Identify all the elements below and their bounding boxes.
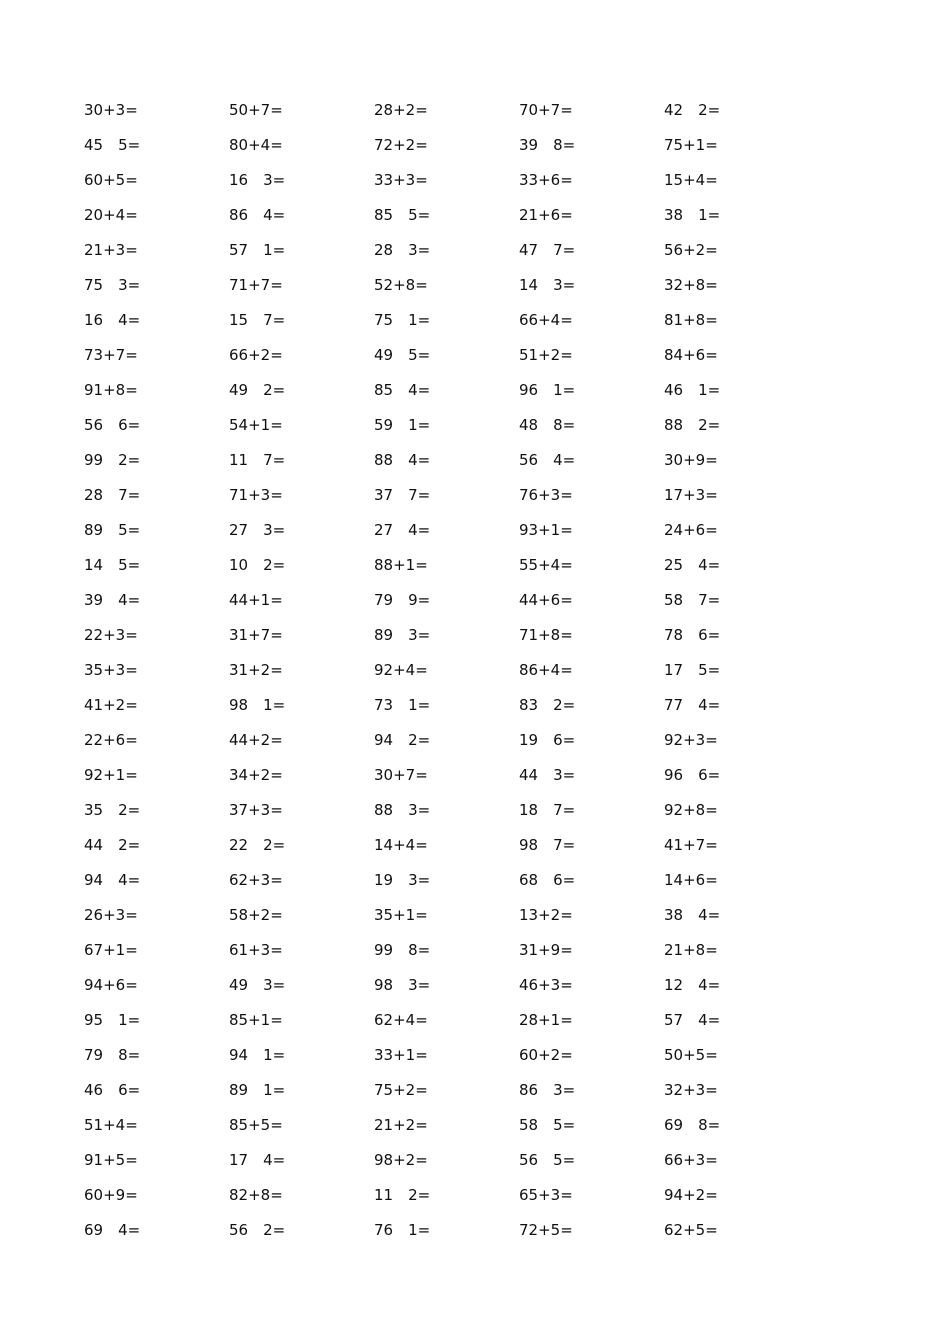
worksheet-row <box>84 127 824 162</box>
math-problem: 44 2= <box>84 835 141 854</box>
math-problem: 89 3= <box>374 625 431 644</box>
math-problem: 28+1= <box>519 1010 573 1029</box>
worksheet-row <box>84 757 824 792</box>
math-problem: 62+3= <box>229 870 283 889</box>
math-problem: 94 1= <box>229 1045 286 1064</box>
math-problem: 16 3= <box>229 170 286 189</box>
math-problem: 91+5= <box>84 1150 138 1169</box>
math-problem: 34+2= <box>229 765 283 784</box>
math-problem: 39 8= <box>519 135 576 154</box>
worksheet-row <box>84 1212 824 1247</box>
worksheet-row <box>84 862 824 897</box>
math-problem: 38 1= <box>664 205 721 224</box>
math-problem: 19 3= <box>374 870 431 889</box>
math-problem: 93+1= <box>519 520 573 539</box>
math-problem: 22 2= <box>229 835 286 854</box>
worksheet-row <box>84 232 824 267</box>
math-problem: 56 2= <box>229 1220 286 1239</box>
math-problem: 80+4= <box>229 135 283 154</box>
math-problem: 88+1= <box>374 555 428 574</box>
math-problem: 47 7= <box>519 240 576 259</box>
math-problem: 33+3= <box>374 170 428 189</box>
math-problem: 79 9= <box>374 590 431 609</box>
math-problem: 21+8= <box>664 940 718 959</box>
math-problem: 21+2= <box>374 1115 428 1134</box>
math-problem: 46 6= <box>84 1080 141 1099</box>
math-problem: 27 3= <box>229 520 286 539</box>
math-problem: 88 2= <box>664 415 721 434</box>
math-problem: 77 4= <box>664 695 721 714</box>
math-problem: 60+2= <box>519 1045 573 1064</box>
worksheet-row <box>84 687 824 722</box>
math-problem: 15 7= <box>229 310 286 329</box>
worksheet-row <box>84 442 824 477</box>
worksheet-row <box>84 1002 824 1037</box>
math-problem: 30+3= <box>84 100 138 119</box>
math-problem: 28+2= <box>374 100 428 119</box>
math-problem: 31+9= <box>519 940 573 959</box>
math-problem: 17+3= <box>664 485 718 504</box>
math-problem: 86 4= <box>229 205 286 224</box>
worksheet-row <box>84 267 824 302</box>
math-problem: 88 4= <box>374 450 431 469</box>
math-problem: 10 2= <box>229 555 286 574</box>
math-problem: 66+4= <box>519 310 573 329</box>
math-problem: 33+1= <box>374 1045 428 1064</box>
math-problem: 27 4= <box>374 520 431 539</box>
math-problem: 16 4= <box>84 310 141 329</box>
math-problem: 46 1= <box>664 380 721 399</box>
math-problem: 85+1= <box>229 1010 283 1029</box>
math-problem: 65+3= <box>519 1185 573 1204</box>
math-problem: 38 4= <box>664 905 721 924</box>
math-problem: 85 5= <box>374 205 431 224</box>
math-problem: 73 1= <box>374 695 431 714</box>
math-problem: 42 2= <box>664 100 721 119</box>
math-problem: 83 2= <box>519 695 576 714</box>
math-problem: 58 7= <box>664 590 721 609</box>
math-problem: 31+7= <box>229 625 283 644</box>
math-problem: 59 1= <box>374 415 431 434</box>
math-problem: 48 8= <box>519 415 576 434</box>
worksheet-row <box>84 722 824 757</box>
worksheet-row <box>84 547 824 582</box>
math-problem: 18 7= <box>519 800 576 819</box>
worksheet-row <box>84 1037 824 1072</box>
math-problem: 98+2= <box>374 1150 428 1169</box>
math-problem: 71+3= <box>229 485 283 504</box>
math-problem: 35+3= <box>84 660 138 679</box>
math-problem: 49 2= <box>229 380 286 399</box>
worksheet-row <box>84 302 824 337</box>
math-problem: 86+4= <box>519 660 573 679</box>
math-problem: 25 4= <box>664 555 721 574</box>
math-problem: 33+6= <box>519 170 573 189</box>
math-problem: 73+7= <box>84 345 138 364</box>
math-problem: 94 4= <box>84 870 141 889</box>
math-problem: 75 1= <box>374 310 431 329</box>
math-problem: 72+2= <box>374 135 428 154</box>
math-problem: 44+2= <box>229 730 283 749</box>
worksheet-row <box>84 967 824 1002</box>
math-problem: 62+4= <box>374 1010 428 1029</box>
math-problem: 67+1= <box>84 940 138 959</box>
worksheet-row <box>84 337 824 372</box>
math-problem: 92+3= <box>664 730 718 749</box>
worksheet-row <box>84 512 824 547</box>
worksheet-row <box>84 407 824 442</box>
math-problem: 96 6= <box>664 765 721 784</box>
math-problem: 12 4= <box>664 975 721 994</box>
math-problem: 94+6= <box>84 975 138 994</box>
math-problem: 68 6= <box>519 870 576 889</box>
math-problem: 14 5= <box>84 555 141 574</box>
math-problem: 94 2= <box>374 730 431 749</box>
worksheet-row <box>84 162 824 197</box>
math-problem: 60+5= <box>84 170 138 189</box>
math-problem: 32+8= <box>664 275 718 294</box>
math-problem: 57 1= <box>229 240 286 259</box>
math-problem: 58 5= <box>519 1115 576 1134</box>
math-problem: 46+3= <box>519 975 573 994</box>
math-problem: 98 3= <box>374 975 431 994</box>
math-problem: 96 1= <box>519 380 576 399</box>
worksheet-row <box>84 792 824 827</box>
math-problem: 51+4= <box>84 1115 138 1134</box>
math-problem: 30+7= <box>374 765 428 784</box>
math-problem: 85 4= <box>374 380 431 399</box>
math-problem: 66+3= <box>664 1150 718 1169</box>
worksheet-row <box>84 1142 824 1177</box>
math-problem: 55+4= <box>519 555 573 574</box>
math-problem: 58+2= <box>229 905 283 924</box>
math-problem: 92+1= <box>84 765 138 784</box>
math-problem: 72+5= <box>519 1220 573 1239</box>
math-problem: 32+3= <box>664 1080 718 1099</box>
math-problem: 61+3= <box>229 940 283 959</box>
worksheet-row <box>84 582 824 617</box>
math-problem: 66+2= <box>229 345 283 364</box>
math-problem: 51+2= <box>519 345 573 364</box>
math-problem: 21+6= <box>519 205 573 224</box>
math-problem: 70+7= <box>519 100 573 119</box>
math-problem: 22+3= <box>84 625 138 644</box>
math-problem: 60+9= <box>84 1185 138 1204</box>
worksheet-row <box>84 477 824 512</box>
math-problem: 41+2= <box>84 695 138 714</box>
math-problem: 69 4= <box>84 1220 141 1239</box>
math-problem: 56 6= <box>84 415 141 434</box>
math-problem: 57 4= <box>664 1010 721 1029</box>
math-problem: 35 2= <box>84 800 141 819</box>
math-problem: 50+7= <box>229 100 283 119</box>
math-problem: 71+8= <box>519 625 573 644</box>
math-problem: 88 3= <box>374 800 431 819</box>
math-problem: 49 3= <box>229 975 286 994</box>
math-problem: 19 6= <box>519 730 576 749</box>
worksheet-row <box>84 1177 824 1212</box>
worksheet-row <box>84 932 824 967</box>
math-problem: 56 4= <box>519 450 576 469</box>
math-problem: 50+5= <box>664 1045 718 1064</box>
math-problem: 95 1= <box>84 1010 141 1029</box>
math-problem: 24+6= <box>664 520 718 539</box>
math-problem: 54+1= <box>229 415 283 434</box>
math-problem: 92+8= <box>664 800 718 819</box>
math-problem: 13+2= <box>519 905 573 924</box>
math-problem: 98 7= <box>519 835 576 854</box>
math-problem: 26+3= <box>84 905 138 924</box>
math-problem: 21+3= <box>84 240 138 259</box>
math-problem: 98 1= <box>229 695 286 714</box>
math-problem: 75+1= <box>664 135 718 154</box>
math-problem: 17 5= <box>664 660 721 679</box>
math-problem: 14+4= <box>374 835 428 854</box>
math-problem: 75+2= <box>374 1080 428 1099</box>
math-problem: 86 3= <box>519 1080 576 1099</box>
math-problem: 39 4= <box>84 590 141 609</box>
math-problem: 91+8= <box>84 380 138 399</box>
math-problem: 45 5= <box>84 135 141 154</box>
math-problem: 94+2= <box>664 1185 718 1204</box>
math-problem: 44+1= <box>229 590 283 609</box>
math-problem: 92+4= <box>374 660 428 679</box>
math-problem: 11 2= <box>374 1185 431 1204</box>
math-problem: 31+2= <box>229 660 283 679</box>
worksheet-row <box>84 1107 824 1142</box>
math-problem: 56 5= <box>519 1150 576 1169</box>
math-problem: 89 1= <box>229 1080 286 1099</box>
worksheet-row <box>84 897 824 932</box>
math-problem: 14+6= <box>664 870 718 889</box>
worksheet-row <box>84 1072 824 1107</box>
math-problem: 85+5= <box>229 1115 283 1134</box>
math-problem: 37 7= <box>374 485 431 504</box>
math-problem: 71+7= <box>229 275 283 294</box>
math-problem: 89 5= <box>84 520 141 539</box>
math-problem: 15+4= <box>664 170 718 189</box>
math-problem: 56+2= <box>664 240 718 259</box>
math-problem: 20+4= <box>84 205 138 224</box>
math-problem: 82+8= <box>229 1185 283 1204</box>
math-problem: 11 7= <box>229 450 286 469</box>
math-problem: 99 8= <box>374 940 431 959</box>
math-problem: 22+6= <box>84 730 138 749</box>
worksheet-row <box>84 92 824 127</box>
math-problem: 99 2= <box>84 450 141 469</box>
math-problem: 28 7= <box>84 485 141 504</box>
math-problem: 76+3= <box>519 485 573 504</box>
math-problem: 84+6= <box>664 345 718 364</box>
worksheet-row <box>84 827 824 862</box>
worksheet-row <box>84 197 824 232</box>
math-problem: 76 1= <box>374 1220 431 1239</box>
worksheet-row <box>84 652 824 687</box>
math-problem: 14 3= <box>519 275 576 294</box>
math-problem: 49 5= <box>374 345 431 364</box>
math-problem: 28 3= <box>374 240 431 259</box>
worksheet-row <box>84 372 824 407</box>
math-problem: 44 3= <box>519 765 576 784</box>
math-problem: 17 4= <box>229 1150 286 1169</box>
math-problem: 41+7= <box>664 835 718 854</box>
math-problem: 81+8= <box>664 310 718 329</box>
math-problem: 69 8= <box>664 1115 721 1134</box>
arithmetic-worksheet <box>84 92 824 1247</box>
math-problem: 37+3= <box>229 800 283 819</box>
math-problem: 52+8= <box>374 275 428 294</box>
math-problem: 62+5= <box>664 1220 718 1239</box>
math-problem: 35+1= <box>374 905 428 924</box>
worksheet-row <box>84 617 824 652</box>
math-problem: 79 8= <box>84 1045 141 1064</box>
math-problem: 44+6= <box>519 590 573 609</box>
math-problem: 75 3= <box>84 275 141 294</box>
math-problem: 78 6= <box>664 625 721 644</box>
math-problem: 30+9= <box>664 450 718 469</box>
